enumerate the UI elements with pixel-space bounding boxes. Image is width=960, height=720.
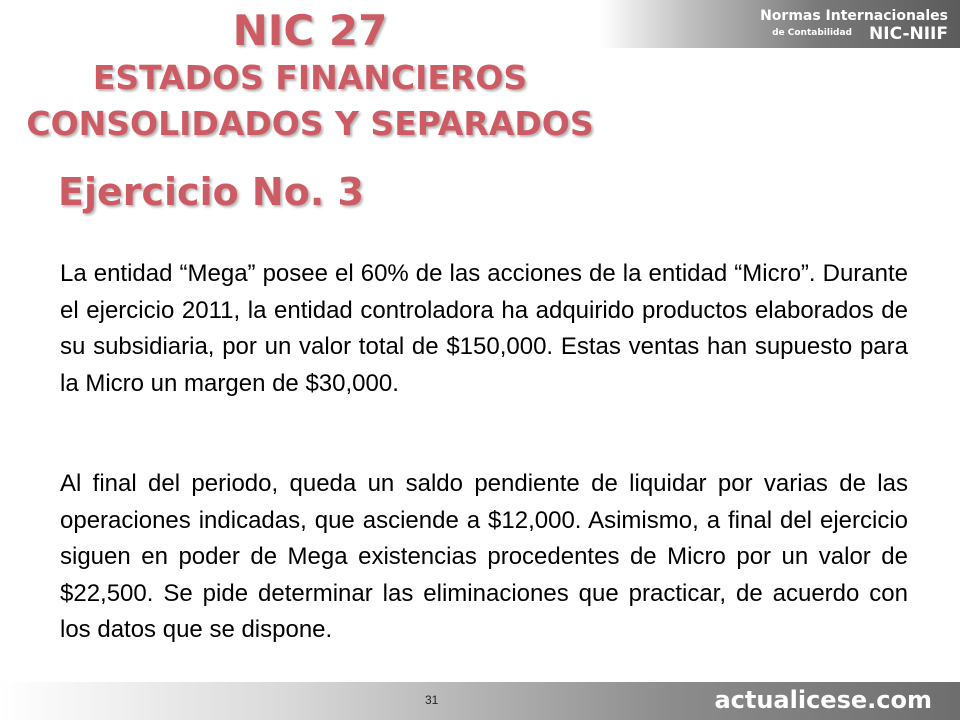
footer-brand-logo: actualicese.com <box>714 686 932 714</box>
logo-text-contabilidad: de Contabilidad <box>772 28 852 38</box>
slide-subtitle-line1: ESTADOS FINANCIEROS <box>92 58 528 97</box>
slide-subtitle-line2: CONSOLIDADOS Y SEPARADOS <box>26 104 594 143</box>
exercise-paragraph-1: La entidad “Mega” posee el 60% de las acciones de la entidad “Micro”. Durante el ejercicio 2011, la entidad controladora ha adquirido productos elaborados de su subsidiaria, por un valor total de $150,000. Estas ventas han supuesto para la Micro un margen de $30,000. <box>60 260 908 397</box>
logo-text-normas: Normas Internacionales <box>760 8 948 24</box>
nic-niif-logo <box>600 0 960 48</box>
slide-title: NIC 27 <box>232 6 388 55</box>
exercise-paragraph-2: Al final del periodo, queda un saldo pendiente de liquidar por varias de las operaciones indicadas, que asciende a $12,000. Asimismo, a final del ejercicio siguen en poder de Mega existencias procedentes de Micro por un valor de $22,500. Se pide determinar las eliminaciones que practicar, de acuerdo con los datos que se dispone. <box>60 470 908 643</box>
footer-bar <box>0 682 960 720</box>
page-number: 31 <box>425 693 439 707</box>
logo-text-nic-niif: NIC-NIIF <box>869 24 948 44</box>
exercise-heading: Ejercicio No. 3 <box>58 170 364 214</box>
